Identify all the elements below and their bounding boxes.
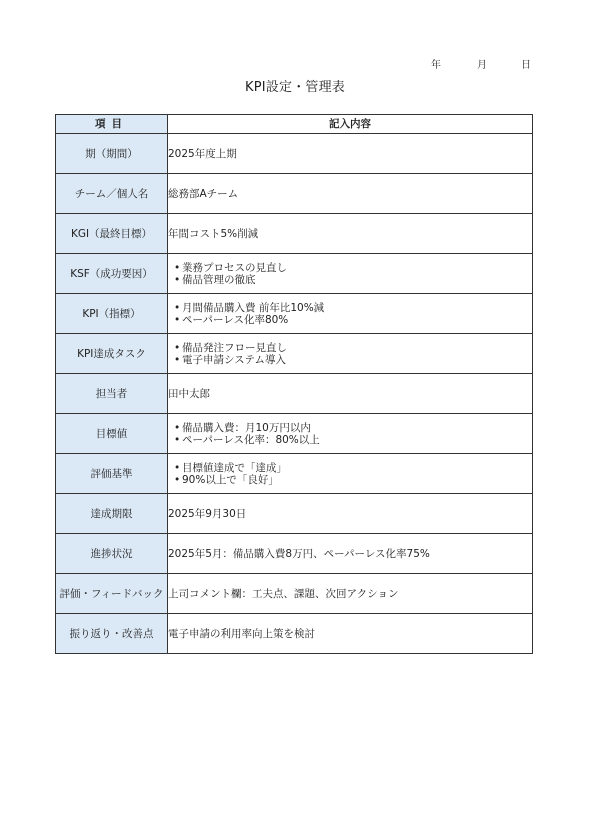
row-label-ksf: KSF（成功要因） <box>56 254 168 294</box>
list-item: • 備品購入費：月10万円以内 <box>174 422 532 434</box>
row-label-team: チーム／個人名 <box>56 174 168 214</box>
date-line <box>425 56 535 70</box>
table-row-owner <box>56 374 533 414</box>
column-header-content: 記入内容 <box>168 115 533 134</box>
row-value-review: 電子申請の利用率向上策を検討 <box>168 614 533 654</box>
row-label-review: 振り返り・改善点 <box>56 614 168 654</box>
row-label-kpi-tasks: KPI達成タスク <box>56 334 168 374</box>
kpi-table <box>55 114 533 654</box>
row-value-ksf <box>168 254 533 294</box>
list-item: • 備品発注フロー見直し <box>174 342 532 354</box>
row-label-kpi: KPI（指標） <box>56 294 168 334</box>
row-label-deadline: 達成期限 <box>56 494 168 534</box>
list-item: • 月間備品購入費 前年比10%減 <box>174 302 532 314</box>
column-header-item: 項目 <box>56 115 168 134</box>
row-value-team: 総務部Aチーム <box>168 174 533 214</box>
list-item: • ペーパーレス化率：80%以上 <box>174 434 532 446</box>
row-label-progress: 進捗状況 <box>56 534 168 574</box>
table-row-kpi <box>56 294 533 334</box>
table-row-progress <box>56 534 533 574</box>
row-label-target: 目標値 <box>56 414 168 454</box>
date-year-label: 年 <box>431 60 441 71</box>
row-label-period: 期（期間） <box>56 134 168 174</box>
row-value-kpi-tasks <box>168 334 533 374</box>
row-value-target <box>168 414 533 454</box>
document-title: KPI設定・管理表 <box>245 80 345 95</box>
table-row-period <box>56 134 533 174</box>
row-value-kgi: 年間コスト5%削減 <box>168 214 533 254</box>
list-item: • ペーパーレス化率80% <box>174 314 532 326</box>
list-item: • 備品管理の徹底 <box>174 274 532 286</box>
table-row-kgi <box>56 214 533 254</box>
row-value-progress: 2025年5月：備品購入費8万円、ペーパーレス化率75% <box>168 534 533 574</box>
table-header-row <box>56 115 533 134</box>
date-month-label: 月 <box>477 60 487 71</box>
row-value-feedback: 上司コメント欄：工夫点、課題、次回アクション <box>168 574 533 614</box>
row-value-kpi <box>168 294 533 334</box>
table-row-kpi-tasks <box>56 334 533 374</box>
row-label-kgi: KGI（最終目標） <box>56 214 168 254</box>
row-value-deadline: 2025年9月30日 <box>168 494 533 534</box>
row-value-criteria <box>168 454 533 494</box>
table-row-review <box>56 614 533 654</box>
table-row-target <box>56 414 533 454</box>
row-value-period: 2025年度上期 <box>168 134 533 174</box>
row-label-owner: 担当者 <box>56 374 168 414</box>
row-value-owner: 田中太郎 <box>168 374 533 414</box>
list-item: • 90%以上で「良好」 <box>174 474 532 486</box>
table-row-criteria <box>56 454 533 494</box>
row-label-criteria: 評価基準 <box>56 454 168 494</box>
list-item: • 電子申請システム導入 <box>174 354 532 366</box>
row-label-feedback: 評価・フィードバック <box>56 574 168 614</box>
table-row-ksf <box>56 254 533 294</box>
date-day-label: 日 <box>521 60 531 71</box>
table-row-team <box>56 174 533 214</box>
list-item: • 目標値達成で「達成」 <box>174 462 532 474</box>
list-item: • 業務プロセスの見直し <box>174 262 532 274</box>
table-row-deadline <box>56 494 533 534</box>
table-row-feedback <box>56 574 533 614</box>
